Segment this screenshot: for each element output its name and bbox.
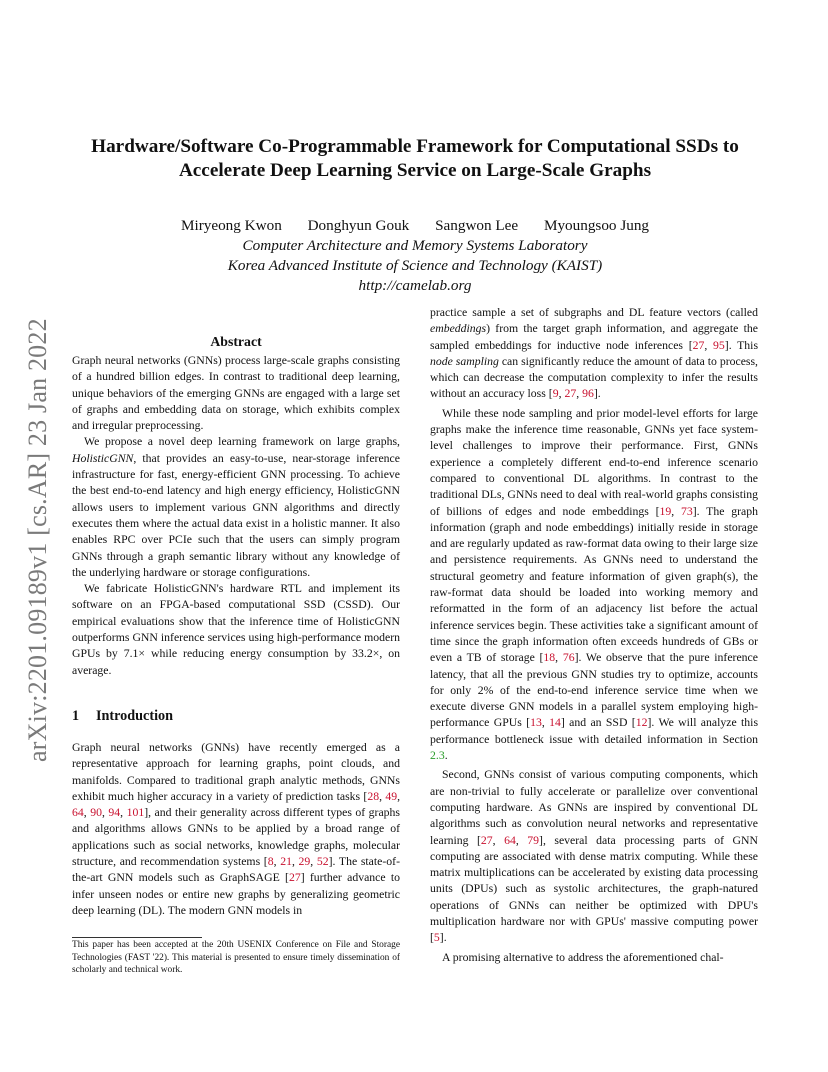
citation-link[interactable]: 49 [385, 789, 398, 803]
citation-link[interactable]: 101 [126, 806, 145, 820]
text-run: ], several data processing parts of GNN computing are associated with dense matrix computing. While these matrix multiplications can be accelerated by existing data processing units (DPUs) such as systolic architectures, the graph-natured operations of GNNs can neither be optimized with DPU's multiplication hardware nor with GPUs' massive computing power [ [430, 833, 759, 945]
citation-link[interactable]: 9 [552, 387, 559, 401]
citation-link[interactable]: 21 [280, 855, 292, 869]
citation-link[interactable]: 64 [504, 833, 516, 847]
section-reference-link[interactable]: 2.3 [430, 749, 445, 763]
introduction-body-left [72, 740, 400, 919]
author-name: Donghyun Gouk [307, 217, 410, 234]
author-name: Miryeong Kwon [180, 217, 282, 234]
text-run: ) from the target graph information, and aggregate the sampled embeddings for inductive node inferences [ [430, 322, 758, 352]
term-emphasis: embeddings [430, 322, 487, 336]
citation-link[interactable]: 52 [316, 855, 329, 869]
citation-link[interactable]: 27 [288, 871, 301, 885]
affiliation-institute: Korea Advanced Institute of Science and Technology (KAIST) [227, 257, 603, 274]
text-run: Graph neural networks (GNNs) have recently emerged as a representative approach for learning graphs, point clouds, and manifolds. Compared to traditional graph analytic methods, GNNs exhibit much higher accuracy in a variety of prediction tasks [ [72, 741, 400, 803]
text-run: ], and their generality across different types of graphs and algorithms allows GNNs to be applied by a broad range of applications such as social networks, knowledge graphs, molecular structure, and recommendation systems [ [72, 806, 401, 869]
footnote: This paper has been accepted at the 20th USENIX Conference on File and Storage Technologies (FAST '22). This material is presented to ensure timely dissemination of scholarly and technical work. [72, 940, 400, 976]
right-paragraph-4: A promising alternative to address the aforementioned chal- [442, 950, 724, 964]
citation-link[interactable]: 13 [530, 716, 542, 730]
abstract-heading: Abstract [210, 334, 262, 349]
text-run: ]. The graph information (graph and node embeddings) initially reside in storage and are regularly updated as raw-format data owing to their large size and persistence requirements. As GNNs need to understand the structural geometry and feature information of given graph(s), the raw-format data should be loaded into working memory and reformatted in the form of an adjacency list before the actual inference services begin. These activities take a significant amount of time since the graph information often exceeds hundreds of GBs or even a TB of storage [ [430, 504, 758, 665]
text-run: can significantly reduce the amount of data to process, which can decrease the computation complexity to infer the results without an accuracy loss [ [430, 354, 758, 401]
citation-link[interactable]: 76 [562, 651, 575, 665]
citation-link[interactable]: 29 [298, 855, 311, 869]
author-name: Sangwon Lee [435, 217, 519, 234]
section-title: Introduction [96, 708, 173, 724]
abstract-paragraph-3: We fabricate HolisticGNN's hardware RTL and implement its software on an FPGA-based computational SSD (CSSD). Our empirical evaluations show that the inference time of HolisticGNN outperforms GNN inference services using high-performance modern GPUs by 7.1× while reducing energy consumption by 33.2×, on average. [72, 582, 400, 677]
text-run: ]. We observe that the pure inference latency, that all the previous GNN studies try to optimize, accounts for only 2% of the end-to-end inference service time when we execute diverse GNN models in a parallel system employing high-performance GPUs [ [430, 651, 758, 730]
citation-link[interactable]: 64 [72, 806, 84, 820]
citation-link[interactable]: 96 [582, 387, 594, 401]
citation-link[interactable]: 28 [367, 789, 380, 803]
text-run: ]. [439, 931, 447, 945]
section-number: 1 [72, 708, 80, 724]
citation-link[interactable]: 14 [549, 716, 561, 730]
citation-link[interactable]: 8 [267, 855, 274, 869]
citation-link[interactable]: 12 [635, 716, 648, 730]
footnote-divider [72, 937, 202, 938]
affiliation-url[interactable]: http://camelab.org [358, 277, 472, 294]
citation-link[interactable]: 79 [527, 833, 540, 847]
text-run: While these node sampling and prior model-level efforts for large graphs make the inference time reasonable, GNNs yet face system-level challenges to improve their performance. First, GNNs experience a completely different end-to-end inference scenario compared to conventional DL algorithms. In contrast to the traditional DLs, GNNs need to deal with real-world graphs consisting of billions of edges and node embeddings [ [430, 406, 758, 518]
abstract-body [72, 353, 400, 679]
citation-link[interactable]: 73 [681, 504, 693, 518]
text-run: ]. This [724, 338, 759, 352]
text-run: ]. We will analyze this performance bottleneck issue with detailed information in Section [430, 716, 759, 746]
intro-paragraph-1: Graph neural networks (GNNs) have recently emerged as a representative approach for learning graphs, point clouds, and manifolds. Compared to traditional graph analytic methods, GNNs exhibit much higher accuracy in a variety of prediction tasks [28, 49, 64, 90, 94, 101], and their generality across different types of graphs and algorithms allows GNNs to be applied by a broad range of applications such as social networks, knowledge graphs, molecular structure, and recommendation systems [8, 21, 29, 52]. The state-of-the-art GNN models such as GraphSAGE [27] further advance to infer unseen nodes or entire new graphs by generalizing geometric deep learning (DL). The modern GNN models in [72, 741, 401, 917]
text-run: , that provides an easy-to-use, near-storage inference infrastructure for fast, energy-efficient GNN processing. To achieve the best end-to-end latency and high energy efficiency, HolisticGNN allows users to implement various GNN algorithms and directly executes them where the actual data exist in a holistic manner. It also enables RPC over PCIe such that the users can simply program GNNs through a graph semantic library without any knowledge of the underlying hardware or storage configurations. [72, 451, 400, 579]
right-paragraph-1: practice sample a set of subgraphs and DL feature vectors (called embeddings) from the target graph information, and aggregate the sampled embeddings for inductive node inferences [27, 95]. This node sampling can significantly reduce the amount of data to process, which can decrease the computation complexity to infer the results without an accuracy loss [9, 27, 96]. [430, 306, 759, 401]
text-run: ] and an SSD [ [560, 716, 636, 730]
citation-link[interactable]: 27 [480, 833, 493, 847]
right-column-body [430, 305, 758, 966]
author-name: Myoungsoo Jung [543, 217, 650, 234]
text-run: Second, GNNs consist of various computing components, which are non-trivial to fully accelerate or parallelize over conventional computing hardware. As GNNs are inspired by conventional DL algorithms such as convolution neural networks and representative learning [ [430, 768, 758, 847]
paper-title [60, 135, 770, 183]
text-run: ]. [593, 387, 601, 401]
abstract-paragraph-1: Graph neural networks (GNNs) process large-scale graphs consisting of a hundred billion edges. In contrast to traditional deep learning, unique behaviors of the emerging GNNs are engaged with a large set of graphs and embedding data on storage, which exhibits complex and irregular preprocessing. [72, 354, 400, 433]
title-line-2: Accelerate Deep Learning Service on Large-Scale Graphs [178, 160, 652, 181]
citation-link[interactable]: 27 [564, 387, 577, 401]
citation-link[interactable]: 90 [90, 806, 102, 820]
citation-link[interactable]: 19 [659, 504, 672, 518]
term-emphasis: node sampling [430, 354, 499, 368]
text-run: practice sample a set of subgraphs and DL feature vectors (called [430, 306, 758, 319]
text-run: ] further advance to infer unseen nodes or entire new graphs by generalizing geometric deep learning (DL). The modern GNN models in [72, 871, 400, 917]
arxiv-identifier-stamp: arXiv:2201.09189v1 [cs.AR] 23 Jan 2022 [23, 318, 52, 762]
affiliation-lab: Computer Architecture and Memory Systems Laboratory [242, 237, 588, 254]
citation-link[interactable]: 94 [108, 806, 121, 820]
text-run: We propose a novel deep learning framework on large graphs, [84, 435, 400, 449]
right-paragraph-2: While these node sampling and prior model-level efforts for large graphs make the inference time reasonable, GNNs yet face system-level challenges to improve their performance. First, GNNs experience a completely different end-to-end inference scenario compared to conventional DL algorithms. In contrast to the traditional DLs, GNNs need to deal with real-world graphs consisting of billions of edges and node embeddings [19, 73]. The graph information (graph and node embeddings) initially reside in storage and are regularly updated as raw-format data owing to their large size and persistence requirements. As GNNs need to understand the structural geometry and feature information of given graph(s), the raw-format data should be loaded into working memory and reformatted in the form of an adjacency list before the actual inference services begin. These activities take a significant amount of time since the graph information often exceeds hundreds of GBs or even a TB of storage [18, 76]. We observe that the pure inference latency, that all the previous GNN studies try to optimize, accounts for only 2% of the end-to-end inference service time when we execute diverse GNN models in a parallel system employing high-performance GPUs [13, 14] and an SSD [12]. We will analyze this performance bottleneck issue with detailed information in Section 2.3. [430, 406, 759, 763]
citation-link[interactable]: 5 [433, 931, 440, 945]
text-run: ]. The state-of-the-art GNN models such as GraphSAGE [ [72, 855, 400, 885]
citation-link[interactable]: 95 [713, 338, 725, 352]
author-list [60, 216, 770, 236]
right-paragraph-3: Second, GNNs consist of various computing components, which are non-trivial to fully accelerate or parallelize over conventional computing hardware. As GNNs are inspired by conventional DL algorithms such as convolution neural networks and representative learning [27, 64, 79], several data processing parts of GNN computing are associated with dense matrix computing. While these matrix multiplications can be accelerated by existing data processing units (DPUs) such as systolic architectures, the graph-natured operations of GNNs can neither be optimized with DPU's multiplication hardware nor with GPUs' massive computing power [5]. [430, 768, 759, 945]
system-name-emphasis: HolisticGNN [72, 451, 134, 465]
citation-link[interactable]: 18 [543, 651, 556, 665]
title-line-1: Hardware/Software Co-Programmable Framework for Computational SSDs to [91, 136, 739, 157]
section-heading-introduction [72, 707, 173, 725]
abstract-paragraph-2 [72, 434, 400, 581]
citation-link[interactable]: 27 [692, 338, 705, 352]
text-run: . [444, 749, 448, 763]
